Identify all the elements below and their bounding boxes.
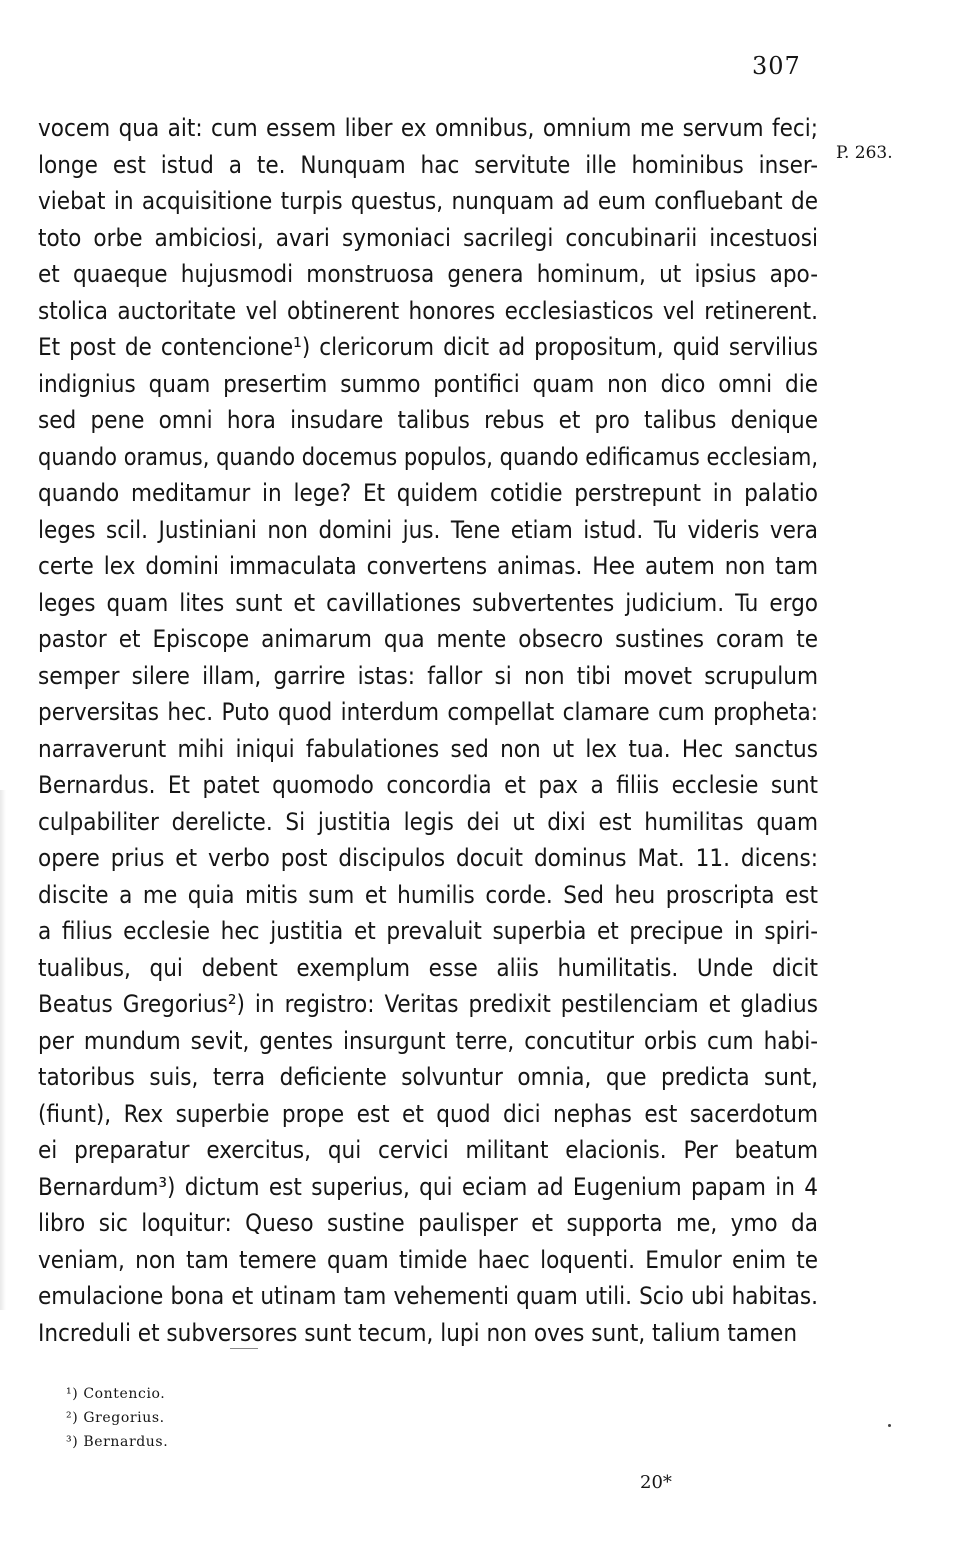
printer-signature: 20* bbox=[640, 1472, 672, 1493]
body-text bbox=[38, 110, 818, 1351]
text-line: narraverunt mihi iniqui fabulationes sed non ut lex tua. Hec sanctus bbox=[38, 734, 818, 763]
text-line: discite a me quia mitis sum et humilis corde. Sed heu proscripta est bbox=[38, 880, 818, 909]
text-line: Bernardus. Et patet quomodo concordia et pax a filiis ecclesie sunt bbox=[38, 771, 818, 799]
text-line: Increduli et subversores sunt tecum, lupi non oves sunt, talium tamen bbox=[38, 1318, 798, 1347]
text-line: tatoribus suis, terra deficiente solvuntur omnia, que predicta sunt, bbox=[38, 1063, 818, 1091]
text-line: leges scil. Justiniani non domini jus. Tene etiam istud. Tu videris vera bbox=[38, 515, 818, 544]
footnote: ¹) Contencio. bbox=[66, 1386, 166, 1402]
text-line: viebat in acquisitione turpis questus, nunquam ad eum confluebant de bbox=[38, 187, 818, 215]
text-line: leges quam lites sunt et cavillationes subvertentes judicium. Tu ergo bbox=[38, 588, 818, 617]
text-line: Beatus Gregorius²) in registro: Veritas predixit pestilenciam et gladius bbox=[38, 990, 818, 1018]
scan-edge-shadow bbox=[0, 790, 6, 1310]
text-line: toto orbe ambiciosi, avari symoniaci sacrilegi concubinarii incestuosi bbox=[38, 223, 818, 252]
scan-speck bbox=[888, 1424, 891, 1427]
text-line: Bernardum³) dictum est superius, qui eciam ad Eugenium papam in 4 bbox=[38, 1172, 818, 1201]
text-line: culpabiliter derelicte. Si justitia legis dei ut dixi est humilitas quam bbox=[38, 807, 818, 836]
text-line: semper silere illam, garrire istas: fallor si non tibi movet scrupulum bbox=[38, 661, 818, 690]
text-line: (fiunt), Rex superbie prope est et quod dici nephas est sacerdotum bbox=[38, 1099, 818, 1128]
text-line: indignius quam presertim summo pontifici quam non dico omni die bbox=[38, 369, 818, 398]
text-line: libro sic loquitur: Queso sustine paulisper et supporta me, ymo da bbox=[38, 1209, 818, 1237]
text-line: tualibus, qui debent exemplum esse aliis humilitatis. Unde dicit bbox=[38, 953, 818, 982]
text-line: per mundum sevit, gentes insurgunt terre, concutitur orbis cum habi- bbox=[38, 1026, 818, 1055]
footnotes bbox=[66, 1382, 168, 1454]
text-line: emulacione bona et utinam tam vehementi quam utili. Scio ubi habitas. bbox=[38, 1282, 818, 1310]
footnote: ³) Bernardus. bbox=[66, 1434, 169, 1450]
footnote-separator bbox=[230, 1348, 258, 1349]
text-line: certe lex domini immaculata convertens animas. Hee autem non tam bbox=[38, 552, 818, 580]
text-line: opere prius et verbo post discipulos docuit dominus Mat. 11. dicens: bbox=[38, 844, 818, 872]
text-line: stolica auctoritate vel obtinerent honores ecclesiasticos vel retinerent. bbox=[38, 296, 818, 325]
margin-page-reference: P. 263. bbox=[836, 143, 893, 163]
text-line: veniam, non tam temere quam timide haec loquenti. Emulor enim te bbox=[38, 1245, 818, 1274]
text-line: quando oramus, quando docemus populos, quando edificamus ecclesiam, bbox=[38, 442, 818, 471]
page-number: 307 bbox=[752, 52, 801, 80]
text-line: ei preparatur exercitus, qui cervici militant elacionis. Per beatum bbox=[38, 1136, 818, 1164]
text-line: vocem qua ait: cum essem liber ex omnibus, omnium me servum feci; bbox=[38, 114, 818, 142]
text-line: longe est istud a te. Nunquam hac servitute ille hominibus inser- bbox=[38, 150, 818, 179]
footnote: ²) Gregorius. bbox=[66, 1410, 165, 1426]
text-line: perversitas hec. Puto quod interdum compellat clamare cum propheta: bbox=[38, 698, 818, 726]
text-line: et quaeque hujusmodi monstruosa genera hominum, ut ipsius apo- bbox=[38, 260, 818, 288]
text-line: a filius ecclesie hec justitia et prevaluit superbia et precipue in spiri- bbox=[38, 917, 818, 945]
text-line: Et post de contencione¹) clericorum dicit ad propositum, quid servilius bbox=[38, 333, 818, 361]
text-line: sed pene omni hora insudare talibus rebus et pro talibus denique bbox=[38, 406, 818, 434]
text-line: pastor et Episcope animarum qua mente obsecro sustines coram te bbox=[38, 625, 818, 653]
text-line: quando meditamur in lege? Et quidem cotidie perstrepunt in palatio bbox=[38, 479, 818, 507]
